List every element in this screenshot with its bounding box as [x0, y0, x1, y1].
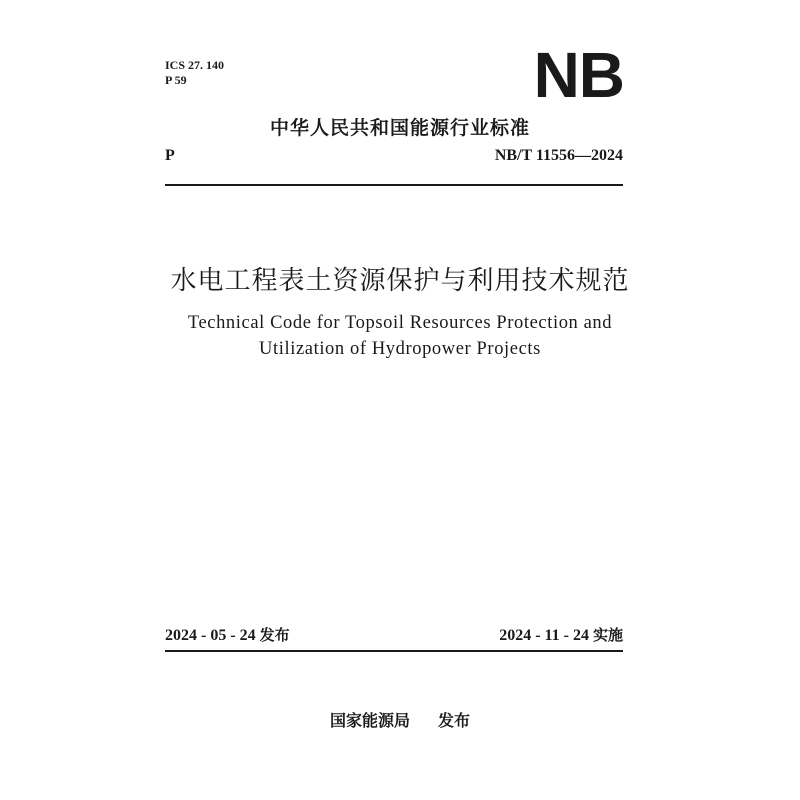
standard-number: NB/T 11556—2024	[494, 147, 623, 164]
bottom-divider	[165, 650, 623, 652]
release-label: 发布	[259, 626, 290, 644]
top-divider	[165, 184, 623, 186]
title-english	[0, 310, 800, 362]
title-chinese: 水电工程表土资源保护与利用技术规范	[170, 266, 630, 296]
industry-standard-heading: 中华人民共和国能源行业标准	[269, 117, 530, 139]
nb-logo: NB	[533, 39, 624, 111]
title-english-line-1: Technical Code for Topsoil Resources Protection and	[187, 313, 613, 333]
ccs-code: P 59	[165, 73, 187, 87]
implement-date-block	[499, 624, 623, 645]
issuer-action: 发布	[438, 711, 471, 730]
issuer-name: 国家能源局	[329, 711, 410, 730]
release-date: 2024 - 05 - 24	[165, 627, 256, 644]
implement-label: 实施	[592, 626, 623, 644]
issuer-line	[0, 708, 800, 731]
implement-date: 2024 - 11 - 24	[499, 627, 589, 644]
classification-code: P	[165, 147, 175, 164]
ics-code: ICS 27. 140	[165, 58, 225, 72]
release-date-block	[165, 624, 290, 645]
ics-classification	[165, 58, 224, 88]
title-english-line-2: Utilization of Hydropower Projects	[259, 339, 541, 359]
